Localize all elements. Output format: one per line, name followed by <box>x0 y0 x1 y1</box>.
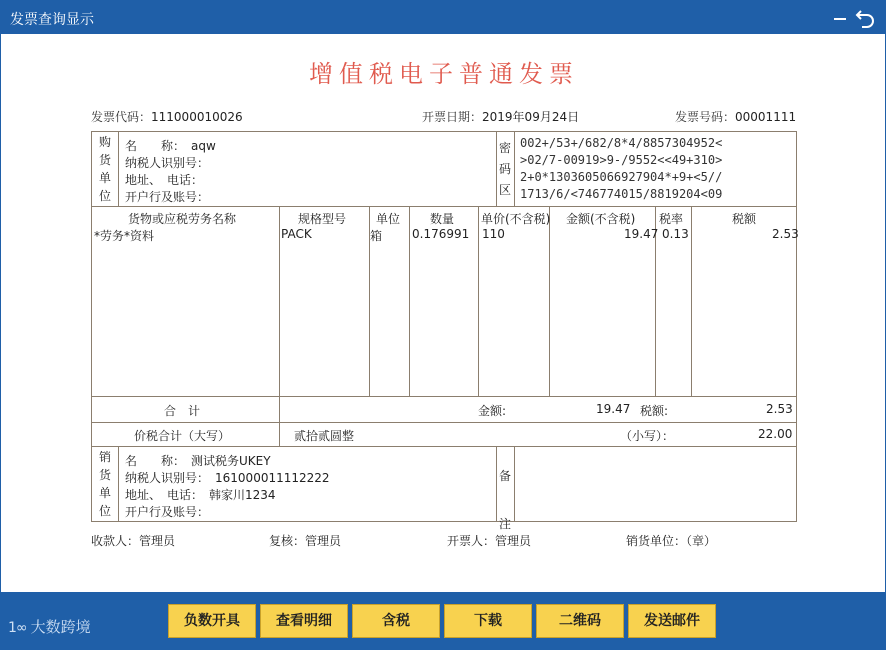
header-tax: 税额 <box>732 212 757 226</box>
grand-total-label: 价税合计（大写） <box>134 429 231 443</box>
invoice-date: 开票日期：2019年09月24日 <box>422 110 580 124</box>
item-tax: 2.53 <box>772 227 799 241</box>
cipher-line: >02/7-00919>9-/9552<<49+310> <box>520 153 723 167</box>
negative-invoice-button[interactable]: 负数开具 <box>168 604 256 638</box>
send-email-button[interactable]: 发送邮件 <box>628 604 716 638</box>
item-amount: 19.47 <box>624 227 659 241</box>
window-title: 发票查询显示 <box>10 12 94 28</box>
total-tax: 2.53 <box>766 402 793 416</box>
grand-total-small-label: （小写）： <box>620 429 675 443</box>
reviewer: 复核：管理员 <box>269 534 342 548</box>
drawer: 开票人：管理员 <box>447 534 532 548</box>
view-details-button[interactable]: 查看明细 <box>260 604 348 638</box>
payee: 收款人：管理员 <box>91 534 176 548</box>
grand-total-words: 贰拾贰圆整 <box>294 429 355 443</box>
invoice-table <box>91 131 799 531</box>
item-qty: 0.176991 <box>412 227 470 241</box>
invoice-code: 发票代码：111000010026 <box>91 110 243 124</box>
seller-stamp: 销货单位：（章） <box>626 534 717 548</box>
invoice-title: 增值税电子普通发票 <box>309 60 579 88</box>
minimize-icon[interactable] <box>832 7 848 27</box>
invoice-number: 发票号码：00001111 <box>675 110 797 124</box>
seller-tax-id: 纳税人识别号： 161000011112222 <box>125 471 330 485</box>
buyer-address: 地址、 电话： <box>125 173 204 187</box>
cipher-line: 1713/6/<746774015/8819204<09 <box>520 187 723 201</box>
grand-total-number: 22.00 <box>758 427 793 441</box>
item-name: *劳务*资料 <box>94 229 155 243</box>
invoice-view <box>0 34 886 592</box>
item-spec: PACK <box>281 227 312 241</box>
qr-code-button[interactable]: 二维码 <box>536 604 624 638</box>
buyer-section-label: 购 货 单 位 <box>98 135 111 203</box>
seller-name: 名 称： 测试税务UKEY <box>125 454 271 468</box>
remarks-section-label: 备 注 <box>498 469 511 531</box>
header-spec: 规格型号 <box>298 212 347 226</box>
back-arrow-icon[interactable] <box>854 5 876 29</box>
header-rate: 税率 <box>659 212 684 226</box>
total-amount-label: 金额: <box>478 404 507 418</box>
cipher-section-label: 密 码 区 <box>498 141 511 197</box>
header-qty: 数量 <box>430 212 455 226</box>
total-label: 合 计 <box>164 404 201 418</box>
buyer-tax-id: 纳税人识别号： <box>125 156 210 170</box>
window-titlebar <box>0 0 886 34</box>
header-unit: 单位 <box>376 212 401 226</box>
item-unit: 箱 <box>370 229 383 243</box>
header-price: 单价(不含税) <box>481 212 551 226</box>
brand-logo: 1∞ 大数跨境 <box>8 618 91 636</box>
buyer-bank: 开户行及账号： <box>125 190 210 204</box>
item-rate: 0.13 <box>662 227 689 241</box>
download-button[interactable]: 下载 <box>444 604 532 638</box>
buyer-name: 名 称： aqw <box>125 139 216 153</box>
total-tax-label: 税额: <box>640 404 669 418</box>
total-amount: 19.47 <box>596 402 631 416</box>
seller-bank: 开户行及账号： <box>125 505 210 519</box>
header-amount: 金额(不含税) <box>566 212 636 226</box>
seller-section-label: 销 货 单 位 <box>98 450 111 518</box>
cipher-line: 002+/53+/682/8*4/8857304952< <box>520 136 723 150</box>
tax-included-button[interactable]: 含税 <box>352 604 440 638</box>
cipher-line: 2+0*1303605066927904*+9+<5// <box>520 170 723 184</box>
item-price: 110 <box>482 227 505 241</box>
bottom-toolbar <box>0 592 886 650</box>
seller-address: 地址、 电话： 韩家川1234 <box>125 488 276 502</box>
header-item-name: 货物或应税劳务名称 <box>128 212 237 226</box>
